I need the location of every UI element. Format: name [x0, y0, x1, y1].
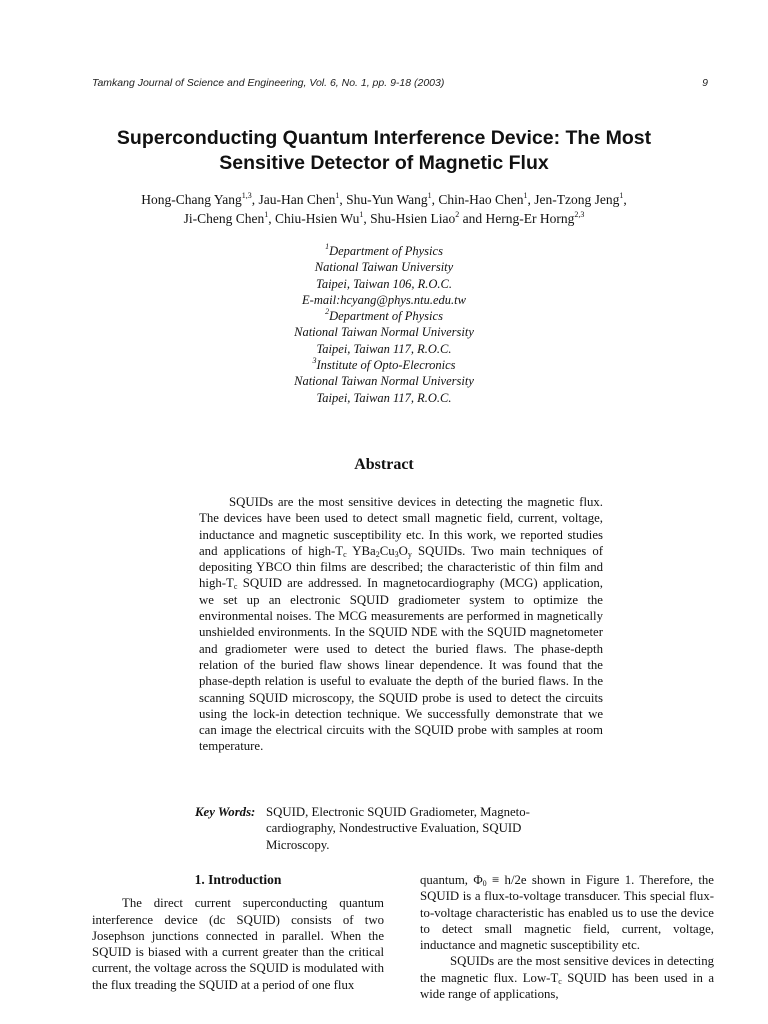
section-heading-introduction: 1. Introduction [194, 872, 282, 887]
keywords-block [195, 804, 575, 853]
author-name: Ji-Cheng Chen [183, 211, 265, 226]
affiliation-line: $^3$Institute of Opto-Elecronics [312, 356, 456, 373]
affiliation-line: $^2$Department of Physics [325, 307, 443, 324]
affiliation-line: National Taiwan University [314, 260, 454, 275]
left-column [92, 872, 384, 993]
paper-title [60, 126, 708, 176]
author-name: Jen-Tzong Jeng [534, 192, 620, 207]
author-list [60, 190, 708, 228]
author-affiliation-mark: 1,3 [241, 191, 252, 200]
affiliation-line: Taipei, Taiwan 117, R.O.C. [316, 390, 452, 405]
abstract-body: SQUIDs are the most sensitive devices in detecting the magnetic flux. The devices have been used to detect small magnetic field, current, voltage, inductance and magnetic susceptibility etc. In this work, we reported studies and applications of high-$T_c$ $YBa_2Cu_3O_y$ SQUIDs. Two main techniques of depositing YBCO thin films are described; the characteristic of thin film and high-$T_c$ SQUID are addressed. In magnetocardiography (MCG) application, we set up an electronic SQUID gradiometer system to optimize the environmental noises. The MCG measurements are performed in magnetically unshielded environments. In the SQUID NDE with the SQUID magnetometer and gradiometer were used to detect the buried flaws. The phase-depth relation of the buried flaw shows linear dependence. It was found that the phase-depth relation is useful to evaluate the depth of the buried flaws. In the scanning SQUID microscopy, the SQUID probe is used to detect the circuits using the lock-in detection technique. We successfully demonstrate that we can image the electrical circuits with the SQUID probe with samples at room temperature. [199, 495, 603, 754]
author-line-1: Hong-Chang Yang$^{1,3}$, Jau-Han Chen$^1$, Shu-Yun Wang$^1$, Chin-Hao Chen$^1$, Jen-Tzong Jeng$^1$, [141, 191, 627, 207]
keywords-label: Key Words: [195, 805, 256, 819]
author-name: Chiu-Hsien Wu [275, 211, 360, 226]
author-affiliation-mark: 1 [523, 191, 528, 200]
running-header [92, 77, 708, 89]
journal-citation: Tamkang Journal of Science and Engineering, Vol. 6, No. 1, pp. 9-18 (2003) [92, 77, 445, 89]
intro-paragraph-2: SQUIDs are the most sensitive devices in detecting the magnetic flux. Low-$T_c$ SQUID has been used in a wide range of applications, [420, 954, 714, 1002]
keywords-value: SQUID, Electronic SQUID Gradiometer, Magneto-cardiography, Nondestructive Evaluation, SQUID Microscopy. [266, 805, 530, 852]
affiliation-mark: 1 [325, 242, 330, 251]
affiliation-block [60, 243, 708, 406]
author-affiliation-mark: 1 [427, 191, 432, 200]
author-name: Jau-Han Chen [258, 192, 336, 207]
page-number: 9 [702, 77, 708, 89]
author-line-2: Ji-Cheng Chen$^1$, Chiu-Hsien Wu$^1$, Shu-Hsien Liao$^2$ and Herng-Er Horng$^{2,3}$ [183, 210, 585, 226]
affiliation-mark: 3 [312, 356, 317, 366]
title-line-1: Superconducting Quantum Interference Device: The Most [116, 127, 652, 149]
affiliation-line: Taipei, Taiwan 106, R.O.C. [316, 276, 452, 291]
author-name: Herng-Er Horng [485, 211, 575, 226]
abstract-heading: Abstract [354, 456, 414, 473]
affiliation-mark: 2 [325, 307, 330, 317]
affiliation-line: National Taiwan Normal University [294, 325, 474, 340]
author-affiliation-mark: 1 [619, 191, 624, 200]
author-affiliation-mark: 2,3 [574, 210, 585, 219]
author-affiliation-mark: 1 [359, 210, 364, 219]
author-name: Shu-Hsien Liao [370, 211, 456, 226]
author-affiliation-mark: 1 [264, 210, 269, 219]
affiliation-line: National Taiwan Normal University [294, 374, 474, 389]
affiliation-line: Taipei, Taiwan 117, R.O.C. [316, 341, 452, 356]
affiliation-email: E-mail:hcyang@phys.ntu.edu.tw [302, 292, 466, 307]
author-affiliation-mark: 2 [455, 210, 460, 219]
author-name: Chin-Hao Chen [438, 192, 524, 207]
author-name: Hong-Chang Yang [141, 192, 242, 207]
title-line-2: Sensitive Detector of Magnetic Flux [219, 152, 549, 174]
right-column [420, 872, 714, 1002]
author-name: Shu-Yun Wang [346, 192, 428, 207]
author-affiliation-mark: 1 [335, 191, 340, 200]
intro-paragraph-1: The direct current superconducting quantum interference device (dc SQUID) consists of two Josephson junctions connected in parallel. When the SQUID is biased with a current greater than the critical current, the voltage across the SQUID is modulated with the flux treading the SQUID at a period of one flux [92, 896, 384, 992]
affiliation-line: $^1$Department of Physics [325, 242, 443, 258]
intro-paragraph-continued: quantum, $\Phi_0 \equiv h/2e$ shown in Figure 1. Therefore, the SQUID is a flux-to-voltage transducer. This special flux-to-voltage characteristic has enabled us to use the device to detect small magnetic field, current, voltage, inductance and magnetic susceptibility etc. [420, 873, 714, 953]
